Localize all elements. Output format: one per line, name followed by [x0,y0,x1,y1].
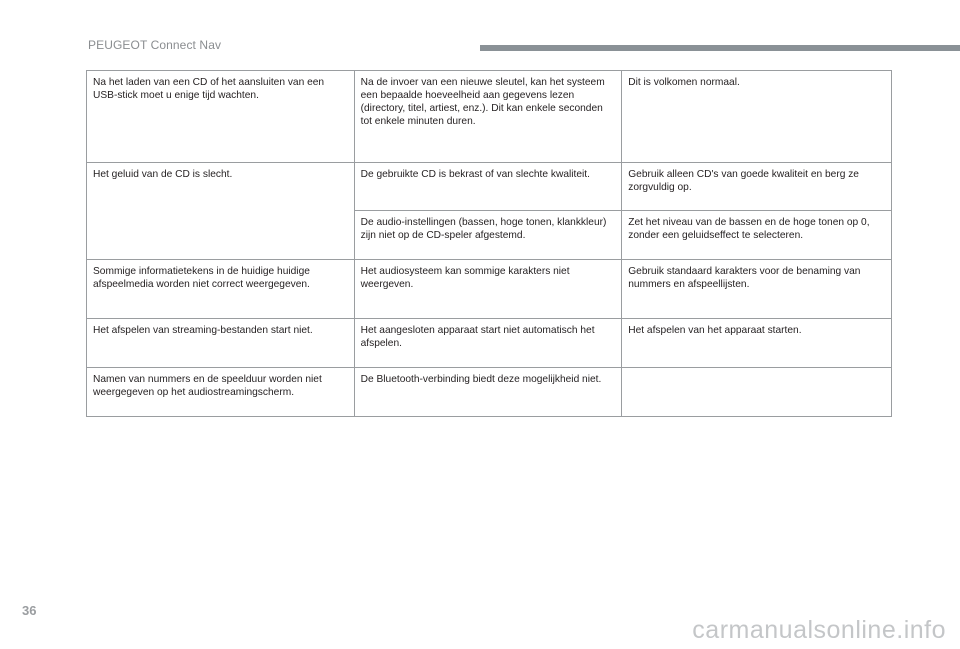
table-row [87,368,892,417]
document-header-title: PEUGEOT Connect Nav [88,38,222,52]
troubleshooting-table [86,70,892,417]
table-cell-solution: Gebruik standaard karakters voor de benaming van nummers en afspeellijsten. [622,260,892,319]
table-cell-solution: Het afspelen van het apparaat starten. [622,319,892,368]
table-cell-cause: Het audiosysteem kan sommige karakters niet weergeven. [354,260,622,319]
table-cell-problem: Sommige informatietekens in de huidige huidige afspeelmedia worden niet correct weergegeven. [87,260,355,319]
table-cell-cause: De audio-instellingen (bassen, hoge tonen, klankkleur) zijn niet op de CD-speler afgestemd. [354,211,622,260]
table-cell-solution: Zet het niveau van de bassen en de hoge tonen op 0, zonder een geluidseffect te selecteren. [622,211,892,260]
table-cell-problem: Namen van nummers en de speelduur worden niet weergegeven op het audiostreamingscherm. [87,368,355,417]
table-cell-cause: Na de invoer van een nieuwe sleutel, kan het systeem een bepaalde hoeveelheid aan gegevens lezen (directory, titel, artiest, enz.). Dit kan enkele seconden tot enkele minuten duren. [354,71,622,163]
table-row [87,71,892,163]
watermark: carmanualsonline.info [692,616,946,644]
table-cell-cause: De Bluetooth-verbinding biedt deze mogelijkheid niet. [354,368,622,417]
table-row [87,260,892,319]
table-cell-problem: Het afspelen van streaming-bestanden start niet. [87,319,355,368]
table-row [87,163,892,211]
table-cell-problem: Het geluid van de CD is slecht. [87,163,355,260]
page-number: 36 [22,603,37,618]
table-cell-problem: Na het laden van een CD of het aansluiten van een USB-stick moet u enige tijd wachten. [87,71,355,163]
header-accent-bar [480,45,960,51]
table-cell-solution: Dit is volkomen normaal. [622,71,892,163]
table-cell-solution: Gebruik alleen CD's van goede kwaliteit en berg ze zorgvuldig op. [622,163,892,211]
table-cell-cause: De gebruikte CD is bekrast of van slechte kwaliteit. [354,163,622,211]
table-row [87,319,892,368]
table-cell-solution [622,368,892,417]
table-cell-cause: Het aangesloten apparaat start niet automatisch het afspelen. [354,319,622,368]
